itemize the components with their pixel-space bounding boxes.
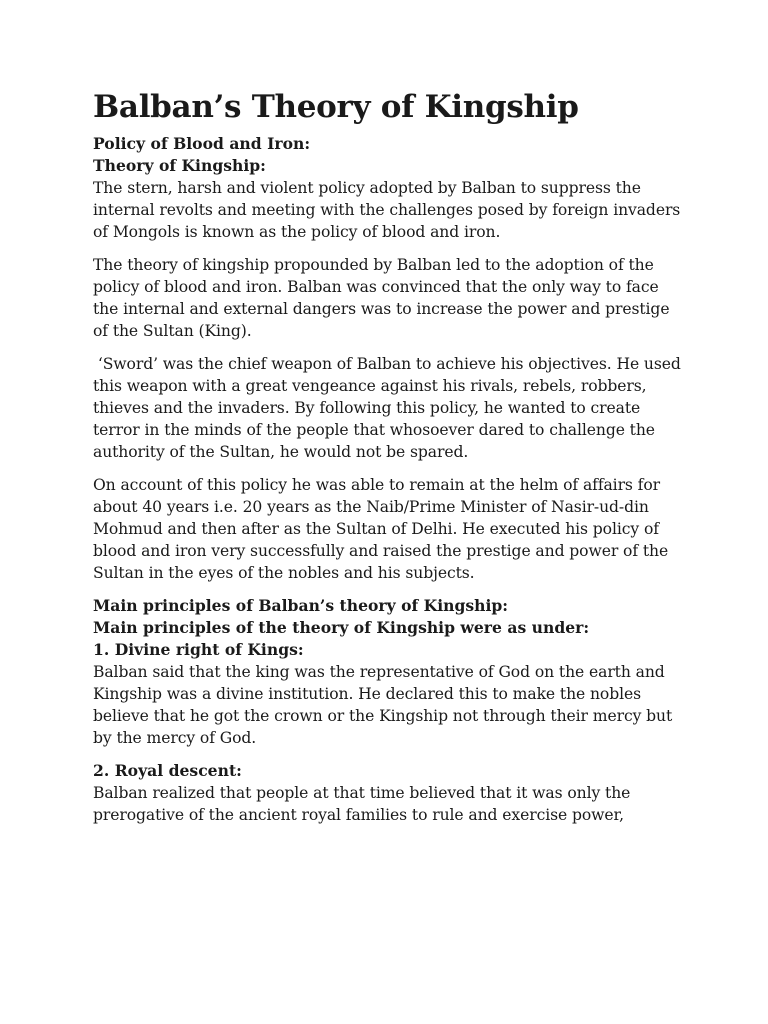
heading-main-principles-1: Main principles of Balban’s theory of Kingship: [93, 596, 509, 615]
heading-royal-descent: 2. Royal descent: [93, 761, 242, 780]
heading-divine-right: 1. Divine right of Kings: [93, 640, 304, 659]
heading-theory-kingship: Theory of Kingship: [93, 156, 266, 175]
paragraph-5: Balban said that the king was the representative of God on the earth and Kingship was a divine institution. He declared this to make the nobles believe that he got the crown or the Kingship not through their mercy but by the mercy of God. [93, 663, 673, 747]
heading-main-principles-2: Main principles of the theory of Kingship were as under: [93, 618, 590, 637]
document-page [93, 86, 686, 826]
paragraph-6: Balban realized that people at that time believed that it was only the prerogative of the ancient royal families to rule and exercise power, [93, 784, 631, 824]
paragraph-1: The stern, harsh and violent policy adopted by Balban to suppress the internal revolts and meeting with the challenges posed by foreign invaders of Mongols is known as the policy of blood and iron. [93, 179, 681, 241]
document-title: Balban’s Theory of Kingship [93, 89, 579, 125]
heading-policy-blood-iron: Policy of Blood and Iron: [93, 134, 311, 153]
paragraph-3: ‘Sword’ was the chief weapon of Balban to achieve his objectives. He used this weapon with a great vengeance against his rivals, rebels, robbers, thieves and the invaders. By following this policy, he wanted to create terror in the minds of the people that whosoever dared to challenge the authority of the Sultan, he would not be spared. [93, 355, 686, 461]
paragraph-4: On account of this policy he was able to remain at the helm of affairs for about 40 years i.e. 20 years as the Naib/Prime Minister of Nasir-ud-din Mohmud and then after as the Sultan of Delhi. He executed his policy of blood and iron very successfully and raised the prestige and power of the Sultan in the eyes of the nobles and his subjects. [93, 476, 669, 582]
paragraph-2: The theory of kingship propounded by Balban led to the adoption of the policy of blood and iron. Balban was convinced that the only way to face the internal and external dangers was to increase the power and prestige of the Sultan (King). [93, 256, 670, 340]
